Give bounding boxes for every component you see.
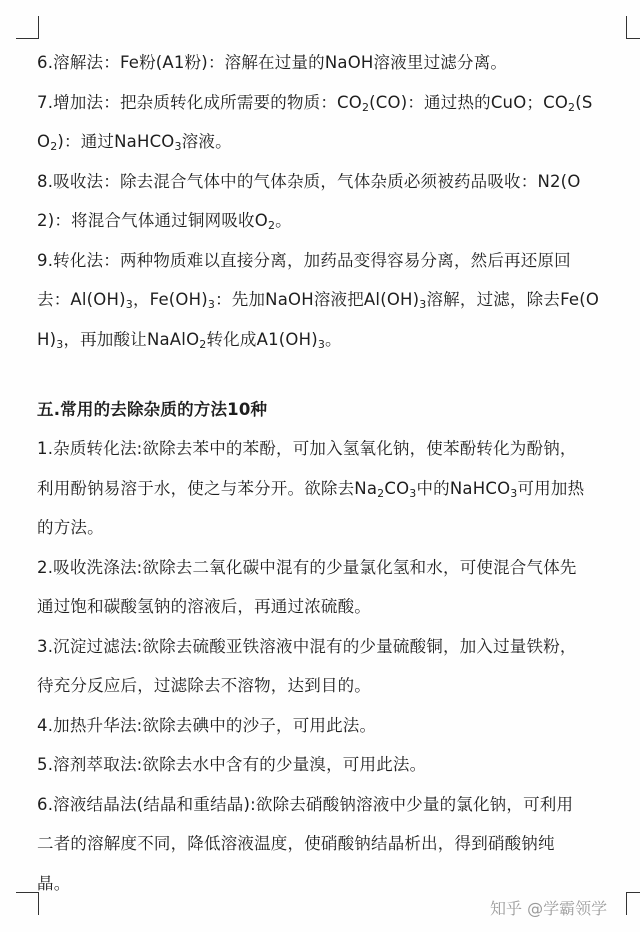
text-line: 待充分反应后，过滤除去不溶物，达到目的。 <box>37 676 371 695</box>
text-line: 6.溶解法：Fe粉(A1粉)：溶解在过量的NaOH溶液里过滤分离。 <box>37 53 508 72</box>
text-line: 去：$Al(OH)_3$，$Fe(OH)_3$：先加NaOH溶液把$Al(OH)_3$溶解，过滤，除去Fe(O <box>37 290 600 311</box>
crop-mark-bottom-left <box>16 892 39 915</box>
text-line: 2)：将混合气体通过铜网吸收$O_2$。 <box>37 211 292 232</box>
text-line: 7.增加法：把杂质转化成所需要的物质：$CO_2(CO)$：通过热的CuO；$CO_2(S$ <box>37 93 593 114</box>
watermark: 知乎 @学霸领学 <box>490 899 608 918</box>
crop-mark-top-right <box>626 16 640 39</box>
text-line: 4.加热升华法:欲除去碘中的沙子，可用此法。 <box>37 716 377 735</box>
text-line: 利用酚钠易溶于水，使之与苯分开。欲除去$Na_2CO_3$中的NaHCO$_3$可用加热 <box>37 479 585 500</box>
text-line: 1.杂质转化法:欲除去苯中的苯酚，可加入氢氧化钠，使苯酚转化为酚钠， <box>37 439 577 458</box>
text-line: 6.溶液结晶法(结晶和重结晶):欲除去硝酸钠溶液中少量的氯化钠，可利用 <box>37 795 574 814</box>
text-line: $O_2$)：通过NaHCO$_3$溶液。 <box>37 132 232 153</box>
text-line: 晶。 <box>37 874 71 893</box>
text-line: $H)_3$，再加酸让NaAlO$_2$转化成$A1(OH)_3$。 <box>37 330 342 351</box>
text-line: 5.溶剂萃取法:欲除去水中含有的少量溴，可用此法。 <box>37 755 427 774</box>
text-line: 3.沉淀过滤法:欲除去硫酸亚铁溶液中混有的少量硫酸铜，加入过量铁粉， <box>37 637 577 656</box>
text-line: 通过饱和碳酸氢钠的溶液后，再通过浓硫酸。 <box>37 597 371 616</box>
text-line: 8.吸收法：除去混合气体中的气体杂质，气体杂质必须被药品吸收：N2(O <box>37 172 581 191</box>
text-line: 2.吸收洗涤法:欲除去二氧化碳中混有的少量氯化氢和水，可使混合气体先 <box>37 558 577 577</box>
crop-mark-bottom-right <box>626 892 640 915</box>
crop-mark-top-left <box>16 16 39 39</box>
text-line: 9.转化法：两种物质难以直接分离，加药品变得容易分离，然后再还原回 <box>37 251 571 270</box>
text-line: 二者的溶解度不同，降低溶液温度，使硝酸钠结晶析出，得到硝酸钠纯 <box>37 834 555 853</box>
section-heading: 五.常用的去除杂质的方法10种 <box>37 400 268 419</box>
text-line: 的方法。 <box>37 518 104 537</box>
